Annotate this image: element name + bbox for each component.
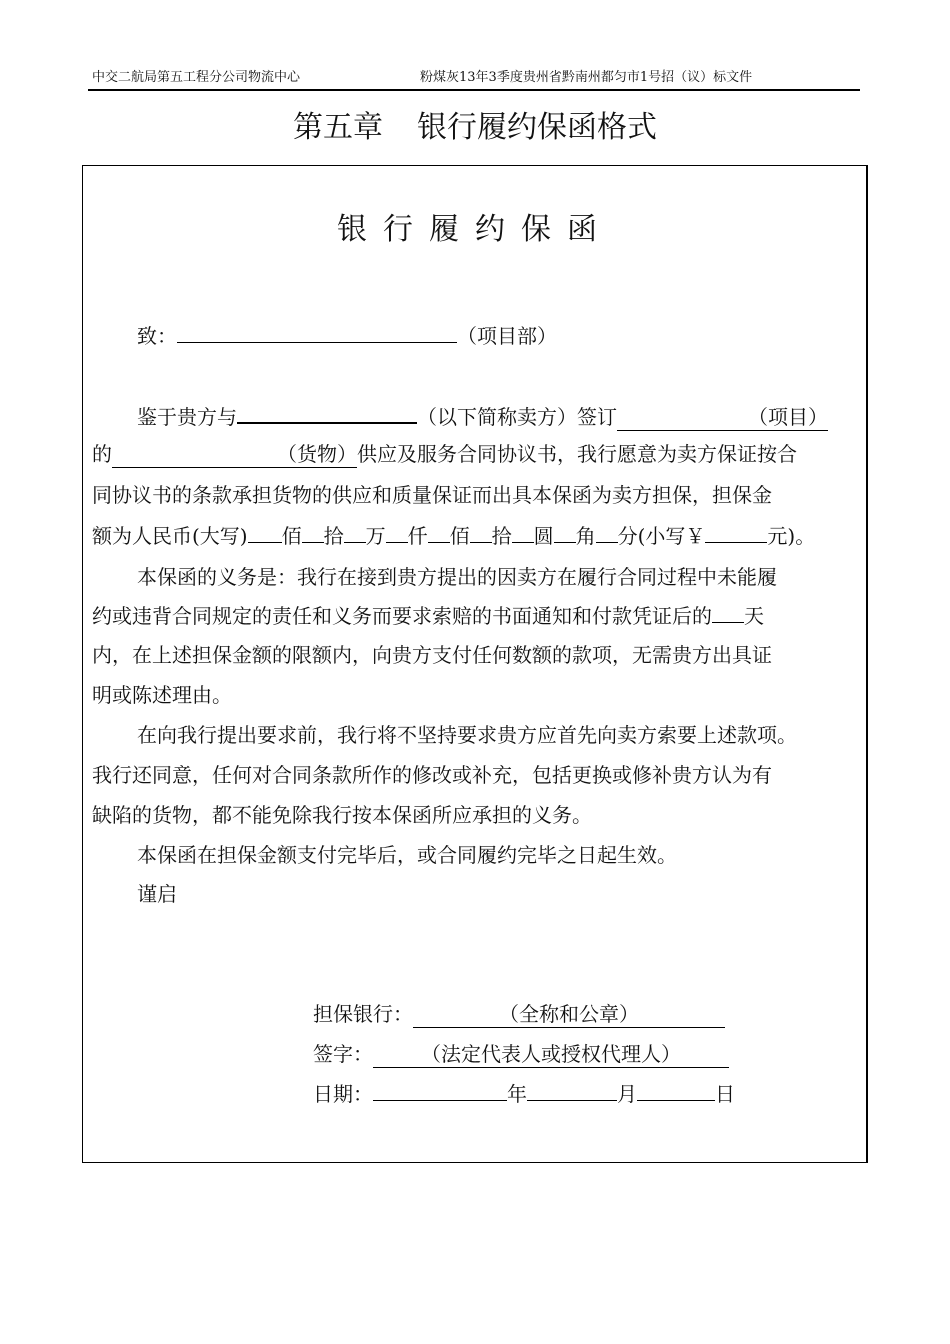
text: 角 — [575, 524, 596, 548]
text: 分 — [617, 524, 638, 548]
text: 的 — [92, 442, 112, 466]
text: （全称和公章） — [499, 1002, 639, 1026]
para4-line: 本保函在担保金额支付完毕后，或合同履约完毕之日起生效。 — [137, 843, 677, 867]
para2-line4: 明或陈述理由。 — [92, 683, 232, 707]
para1-line2 — [92, 441, 797, 468]
bank-blank[interactable] — [413, 1001, 725, 1028]
para3-line1: 在向我行提出要求前，我行将不坚持要求贵方应首先向卖方索要上述款项。 — [137, 723, 797, 747]
para2-line3: 内，在上述担保金额的限额内，向贵方支付任何数额的款项，无需贵方出具证 — [92, 643, 772, 667]
para1-line1 — [137, 402, 828, 431]
year-blank[interactable] — [373, 1080, 507, 1101]
text: （以下简称卖方）签订 — [417, 405, 617, 429]
text: 天 — [744, 604, 764, 628]
text: （货物） — [277, 442, 357, 466]
text: 拾 — [491, 524, 512, 548]
text: 日 — [715, 1082, 735, 1106]
signature-label: 签字： — [313, 1042, 373, 1066]
document-title: 银行履约保函 — [337, 212, 613, 247]
text: 圆 — [533, 524, 554, 548]
para3-line3: 缺陷的货物，都不能免除我行按本保函所应承担的义务。 — [92, 803, 592, 827]
text: 额为人民币(大写) — [92, 524, 248, 548]
header-rule — [88, 89, 860, 91]
day-blank[interactable] — [637, 1080, 715, 1101]
days-blank[interactable] — [712, 602, 744, 623]
text: 约或违背合同规定的责任和义务而要求索赔的书面通知和付款凭证后的 — [92, 604, 712, 628]
text: 万 — [365, 524, 386, 548]
signature-blank[interactable] — [373, 1041, 729, 1068]
amount-blank[interactable] — [302, 522, 324, 543]
text: 月 — [617, 1082, 637, 1106]
text: 佰 — [449, 524, 470, 548]
text: （项目） — [748, 405, 828, 429]
para2-line2 — [92, 602, 764, 629]
para1-line3: 同协议书的条款承担货物的供应和质量保证而出具本保函为卖方担保，担保金 — [92, 483, 772, 507]
addressee-suffix: （项目部） — [457, 324, 557, 348]
addressee-label: 致： — [137, 324, 177, 348]
amount-figure-blank[interactable] — [705, 522, 767, 543]
text: 鉴于贵方与 — [137, 405, 237, 429]
addressee-blank[interactable] — [177, 322, 457, 343]
chapter-number: 第五章 — [293, 110, 383, 145]
text: 年 — [507, 1082, 527, 1106]
amount-blank[interactable] — [512, 522, 534, 543]
text: 供应及服务合同协议书，我行愿意为卖方保证按合 — [357, 442, 797, 466]
month-blank[interactable] — [527, 1080, 617, 1101]
closing-text: 谨启 — [137, 882, 177, 906]
text: 拾 — [323, 524, 344, 548]
header-left: 中交二航局第五工程分公司物流中心 — [92, 70, 301, 85]
text: 仟 — [407, 524, 428, 548]
text: 佰 — [281, 524, 302, 548]
text: （法定代表人或授权代理人） — [421, 1042, 681, 1066]
text: 元)。 — [767, 524, 816, 548]
para2-line1: 本保函的义务是：我行在接到贵方提出的因卖方在履行合同过程中未能履 — [137, 565, 777, 589]
chapter-name: 银行履约保函格式 — [417, 110, 657, 145]
amount-blank[interactable] — [344, 522, 366, 543]
text: (小写￥ — [637, 524, 706, 548]
bank-label: 担保银行： — [313, 1002, 413, 1026]
addressee-line — [137, 322, 557, 349]
para3-line2: 我行还同意，任何对合同条款所作的修改或补充，包括更换或修补贵方认为有 — [92, 763, 772, 787]
signature-line — [313, 1041, 729, 1068]
para1-line4 — [92, 522, 815, 549]
amount-blank[interactable] — [248, 522, 282, 543]
party-blank[interactable] — [237, 402, 417, 424]
amount-blank[interactable] — [428, 522, 450, 543]
date-line — [313, 1080, 735, 1107]
bank-line — [313, 1001, 725, 1028]
amount-blank[interactable] — [470, 522, 492, 543]
amount-blank[interactable] — [596, 522, 618, 543]
project-blank[interactable] — [617, 404, 828, 431]
goods-blank[interactable] — [112, 441, 357, 468]
chapter-title — [0, 108, 950, 148]
date-label: 日期： — [313, 1082, 373, 1106]
header-right: 粉煤灰13年3季度贵州省黔南州都匀市1号招（议）标文件 — [420, 70, 753, 85]
amount-blank[interactable] — [386, 522, 408, 543]
amount-blank[interactable] — [554, 522, 576, 543]
